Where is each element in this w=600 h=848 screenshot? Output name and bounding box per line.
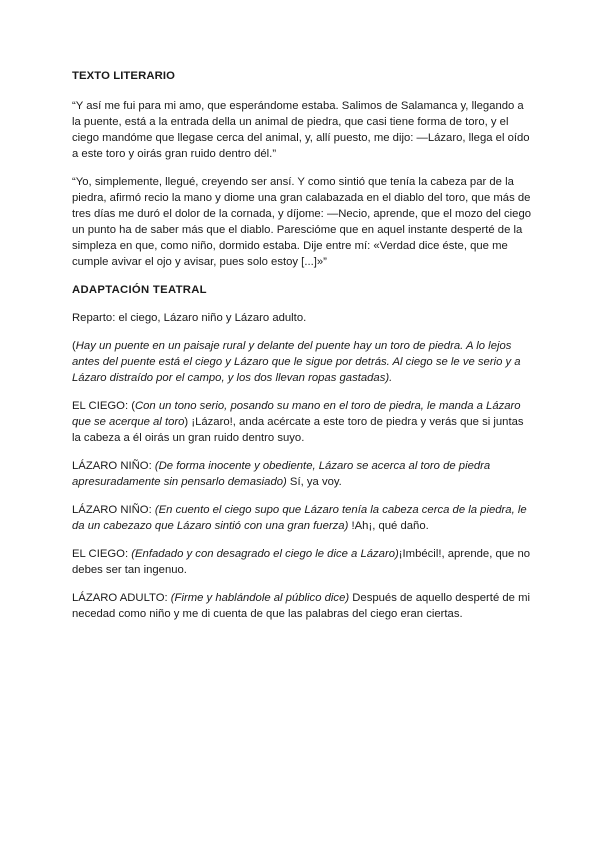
stage-direction-text: Hay un puente en un paisaje rural y delante del puente hay un toro de piedra. A lo lejos antes del puente está el ciego y Lázaro que le sigue por detrás. Al ciego se le ve serio y a Lázaro distraído por el campo, y los dos llevan ropas gastadas).	[72, 340, 521, 384]
theatrical-adaptation-heading: ADAPTACIÓN TEATRAL	[72, 284, 207, 296]
dialogue-text: Sí, ya voy.	[286, 476, 342, 488]
literary-text-heading: TEXTO LITERARIO	[72, 70, 175, 82]
literary-paragraph-1: “Y así me fui para mi amo, que esperándome estaba. Salimos de Salamanca y, llegando a la puente, está a la entrada della un animal de piedra, que casi tiene forma de toro, y el ciego mandóme que llegase cerca del animal, y, allí puesto, me dijo: —Lázaro, llega el oído a este toro y oirás gran ruido dentro dél.”	[72, 100, 530, 160]
cast-list: Reparto: el ciego, Lázaro niño y Lázaro adulto.	[72, 312, 307, 324]
stage-direction: Con un tono serio, posando su mano en el toro de piedra, le manda a Lázaro que se acerque al toro	[72, 400, 521, 428]
stage-direction: (De forma inocente y obediente, Lázaro se acerca al toro de piedra apresuradamente sin pensarlo demasiado)	[72, 460, 491, 488]
speaker-name: LÁZARO NIÑO:	[72, 460, 155, 472]
dialogue-line	[72, 458, 532, 490]
speaker-name: EL CIEGO:	[72, 548, 132, 560]
stage-direction: (Firme y hablándole al público dice)	[170, 592, 350, 604]
dialogue-line	[72, 398, 532, 446]
dialogue-text: ) ¡Lázaro!, anda acércate a este toro de piedra y verás que si juntas la cabeza a él oirás un gran ruido dentro suyo.	[72, 416, 524, 444]
document-page	[72, 68, 532, 634]
speaker-name: LÁZARO NIÑO:	[72, 504, 155, 516]
stage-direction-opening	[72, 338, 532, 386]
speaker-name: EL CIEGO: (	[72, 400, 135, 412]
dialogue-line	[72, 502, 532, 534]
literary-paragraph-2: “Yo, simplemente, llegué, creyendo ser ansí. Y como sintió que tenía la cabeza par de la piedra, afirmó recio la mano y diome una gran calabazada en el diablo del toro, que más de tres días me duró el dolor de la cornada, y díjome: —Necio, aprende, que el mozo del ciego un punto ha de saber más que el diablo. Parescióme que en aquel instante desperté de la simpleza en que, como niño, dormido estaba. Dije entre mí: «Verdad dice éste, que me cumple avivar el ojo y avisar, pues solo estoy [...]»”	[72, 176, 532, 268]
dialogue-text: ¡Imbécil!, aprende, que no debes ser tan ingenuo.	[72, 548, 531, 576]
dialogue-text: !Ah¡, qué daño.	[348, 520, 429, 532]
speaker-name: LÁZARO ADULTO:	[72, 592, 171, 604]
dialogue-text: Después de aquello desperté de mi necedad como niño y me di cuenta de que las palabras del ciego eran ciertas.	[72, 592, 530, 620]
stage-direction: (En cuento el ciego supo que Lázaro tenía la cabeza cerca de la piedra, le da un cabezazo que Lázaro sintió con una gran fuerza)	[72, 504, 527, 532]
stage-paren: (	[72, 340, 76, 352]
dialogue-line	[72, 590, 532, 622]
dialogue-line	[72, 546, 532, 578]
stage-direction: (Enfadado y con desagrado el ciego le dice a Lázaro)	[131, 548, 399, 560]
